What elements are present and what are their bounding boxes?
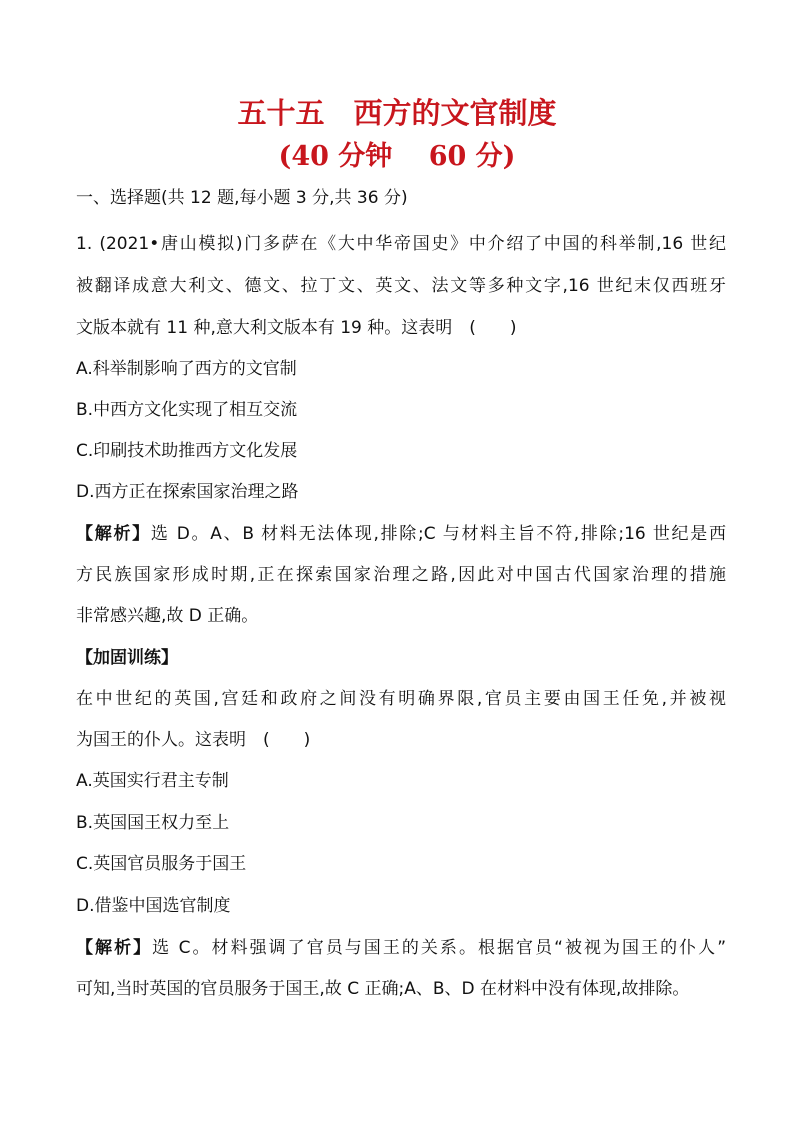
question1-stem-line-3: 文版本就有 11 种,意大利文版本有 19 种。这表明 ( ) — [76, 318, 517, 338]
reinforce-stem-line-2: 为国王的仆人。这表明 ( ) — [76, 730, 311, 750]
reinforce-heading: 【加固训练】 — [76, 648, 178, 668]
question1-analysis-line-3: 非常感兴趣,故 D 正确。 — [76, 606, 259, 626]
question1-analysis-text-1: 选 D。A、B 材料无法体现,排除;C 与材料主旨不符,排除;16 世纪是西 — [150, 524, 727, 544]
page-subtitle: (40 分钟 60 分) — [278, 141, 516, 172]
question1-analysis-line-1 — [76, 526, 726, 543]
question1-option-d: D.西方正在探索国家治理之路 — [76, 482, 299, 502]
question1-option-c: C.印刷技术助推西方文化发展 — [76, 441, 298, 461]
page-title: 五十五 西方的文官制度 — [237, 96, 557, 130]
reinforce-option-c: C.英国官员服务于国王 — [76, 854, 247, 874]
analysis-tag: 【解析】 — [76, 524, 151, 544]
question1-analysis-line-2: 方民族国家形成时期,正在探索国家治理之路,因此对中国古代国家治理的措施 — [76, 565, 726, 585]
reinforce-analysis-line-2: 可知,当时英国的官员服务于国王,故 C 正确;A、B、D 在材料中没有体现,故排除。 — [76, 979, 690, 999]
reinforce-option-d: D.借鉴中国选官制度 — [76, 896, 231, 916]
question1-option-a: A.科举制影响了西方的文官制 — [76, 359, 297, 379]
analysis-tag: 【解析】 — [76, 938, 153, 958]
reinforce-option-a: A.英国实行君主专制 — [76, 771, 229, 791]
reinforce-analysis-line-1 — [76, 940, 726, 957]
reinforce-option-b: B.英国国王权力至上 — [76, 813, 230, 833]
reinforce-analysis-text-1: 选 C。材料强调了官员与国王的关系。根据官员“被视为国王的仆人” — [152, 938, 727, 958]
question1-stem-line-1: 1. (2021•唐山模拟)门多萨在《大中华帝国史》中介绍了中国的科举制,16 世纪 — [76, 234, 726, 254]
question1-option-b: B.中西方文化实现了相互交流 — [76, 400, 298, 420]
question1-stem-line-2: 被翻译成意大利文、德文、拉丁文、英文、法文等多种文字,16 世纪末仅西班牙 — [76, 276, 726, 296]
section-heading: 一、选择题(共 12 题,每小题 3 分,共 36 分) — [76, 188, 408, 208]
reinforce-stem-line-1: 在中世纪的英国,宫廷和政府之间没有明确界限,官员主要由国王任免,并被视 — [76, 689, 726, 709]
